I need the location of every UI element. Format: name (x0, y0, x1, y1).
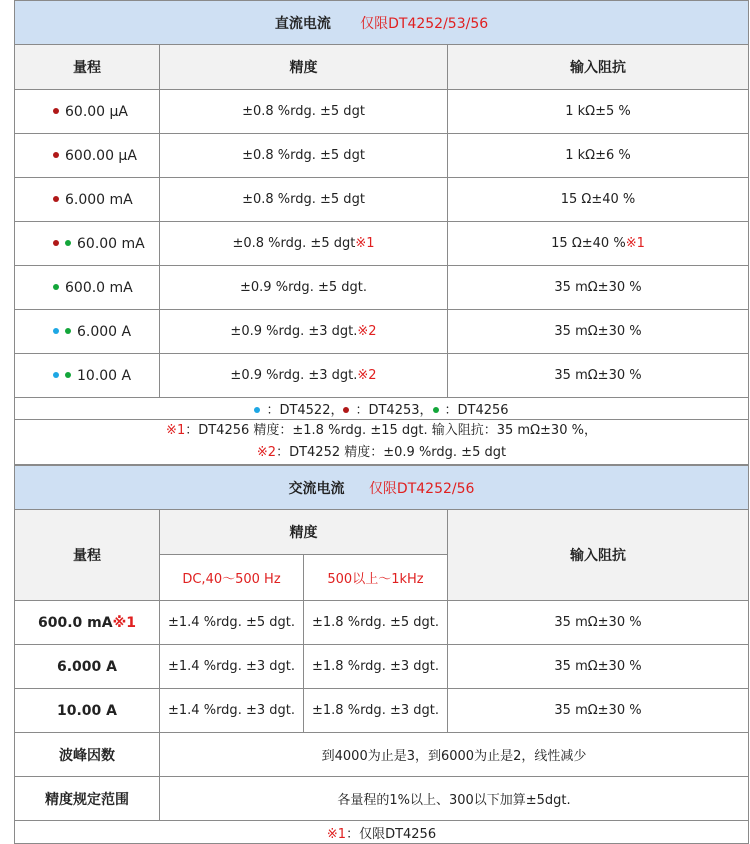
accuracy-value: ±0.8 %rdg. ±5 dgt (232, 236, 356, 251)
accuracy-band2-cell: ±1.8 %rdg. ±3 dgt. (304, 645, 448, 689)
legend-label: ：DT4256 (444, 403, 509, 418)
impedance-cell (448, 266, 749, 310)
accuracy-cell (160, 134, 448, 178)
accuracy-cell (160, 266, 448, 310)
impedance-cell (448, 178, 749, 222)
ac-current-table (14, 465, 749, 844)
table-row (15, 645, 749, 689)
accuracy-cell (160, 222, 448, 266)
blue-dot-icon (53, 328, 59, 334)
range-cell (15, 354, 160, 398)
accuracy-cell (160, 354, 448, 398)
range-value: 60.00 mA (77, 235, 145, 252)
ac-header-range: 量程 (15, 510, 160, 601)
impedance-value: 35 mΩ±30 % (554, 280, 642, 295)
dc-footnotes-row (15, 420, 749, 465)
range-value: 600.00 μA (65, 147, 137, 164)
table-row (15, 222, 749, 266)
range-value: 60.00 μA (65, 103, 129, 120)
dc-header-impedance: 输入阻抗 (448, 45, 749, 90)
accuracy-value: ±0.9 %rdg. ±3 dgt. (230, 368, 358, 383)
spec-range-label: 精度规定范围 (15, 777, 160, 821)
impedance-cell (448, 90, 749, 134)
accuracy-value: ±0.8 %rdg. ±5 dgt (242, 104, 365, 119)
dc-legend (15, 398, 749, 420)
red-dot-icon (53, 240, 59, 246)
accuracy-band1-cell: ±1.4 %rdg. ±3 dgt. (160, 689, 304, 733)
red-dot-icon (53, 152, 59, 158)
ac-model-note: 仅限DT4252/56 (368, 480, 475, 497)
footnote-mark: ※2 (256, 445, 277, 460)
footnote-text: ：仅限DT4256 (346, 826, 437, 842)
dc-model-note: 仅限DT4252/53/56 (360, 15, 489, 32)
range-value: 600.0 mA (65, 279, 133, 296)
blue-dot-icon (53, 372, 59, 378)
accuracy-value: ±0.8 %rdg. ±5 dgt (242, 148, 365, 163)
green-dot-icon (53, 284, 59, 290)
range-value: 6.000 A (57, 658, 117, 675)
green-dot-icon (65, 240, 71, 246)
impedance-value: 15 Ω±40 % (551, 236, 626, 251)
table-row (15, 689, 749, 733)
dc-title: 直流电流 (274, 15, 331, 32)
legend-label: ：DT4253， (355, 403, 433, 418)
footnote-text: ：DT4256 精度：±1.8 %rdg. ±15 dgt. 输入阻抗：35 mΩ±30 %， (185, 423, 597, 438)
range-cell (15, 645, 160, 689)
table-row (15, 178, 749, 222)
impedance-value: 1 kΩ±5 % (565, 104, 631, 119)
range-value: 10.00 A (57, 702, 117, 719)
green-dot-icon (433, 407, 439, 413)
dc-header-range: 量程 (15, 45, 160, 90)
green-dot-icon (65, 372, 71, 378)
accuracy-band2-cell: ±1.8 %rdg. ±5 dgt. (304, 601, 448, 645)
range-cell (15, 266, 160, 310)
dc-footnote-2 (15, 442, 748, 464)
impedance-cell (448, 310, 749, 354)
accuracy-band1-cell: ±1.4 %rdg. ±5 dgt. (160, 601, 304, 645)
table-row (15, 601, 749, 645)
impedance-value: 35 mΩ±30 % (554, 324, 642, 339)
accuracy-cell (160, 178, 448, 222)
accuracy-band1-cell: ±1.4 %rdg. ±3 dgt. (160, 645, 304, 689)
red-dot-icon (53, 196, 59, 202)
accuracy-band2-cell: ±1.8 %rdg. ±3 dgt. (304, 689, 448, 733)
table-row (15, 134, 749, 178)
ac-title: 交流电流 (288, 480, 345, 497)
table-row (15, 90, 749, 134)
accuracy-value: ±0.9 %rdg. ±5 dgt. (240, 280, 367, 295)
table-row (15, 310, 749, 354)
range-cell (15, 689, 160, 733)
footnote-mark: ※2 (357, 368, 377, 383)
range-value: 6.000 A (77, 323, 132, 340)
footnote-mark: ※1 (112, 614, 136, 631)
impedance-cell: 35 mΩ±30 % (448, 689, 749, 733)
crest-factor-value: 到4000为止是3，到6000为止是2，线性减少 (160, 733, 749, 777)
impedance-cell (448, 354, 749, 398)
ac-header-impedance: 输入阻抗 (448, 510, 749, 601)
ac-footnote-row (15, 821, 749, 844)
accuracy-cell (160, 90, 448, 134)
dc-current-table (14, 0, 749, 465)
ac-freq-band-1: DC,40～500 Hz (160, 555, 304, 601)
red-dot-icon (53, 108, 59, 114)
ac-crest-factor-row (15, 733, 749, 777)
footnote-mark: ※1 (355, 236, 375, 251)
crest-factor-label: 波峰因数 (15, 733, 160, 777)
spec-range-value: 各量程的1%以上、300以下加算±5dgt. (160, 777, 749, 821)
red-dot-icon (343, 407, 349, 413)
footnote-mark: ※2 (357, 324, 377, 339)
range-value: 6.000 mA (65, 191, 133, 208)
footnote-mark: ※1 (625, 236, 645, 251)
blue-dot-icon (254, 407, 260, 413)
impedance-cell: 35 mΩ±30 % (448, 645, 749, 689)
impedance-value: 15 Ω±40 % (560, 192, 636, 207)
legend-label: ：DT4522， (266, 403, 344, 418)
footnote-mark: ※1 (326, 826, 347, 842)
dc-section-header (15, 1, 749, 45)
range-cell (15, 178, 160, 222)
dc-column-headers (15, 45, 749, 90)
ac-spec-range-row (15, 777, 749, 821)
range-cell (15, 601, 160, 645)
accuracy-value: ±0.9 %rdg. ±3 dgt. (230, 324, 358, 339)
range-value: 600.0 mA (38, 614, 113, 631)
range-cell (15, 222, 160, 266)
range-cell (15, 134, 160, 178)
table-row (15, 354, 749, 398)
green-dot-icon (65, 328, 71, 334)
footnote-text: ：DT4252 精度：±0.9 %rdg. ±5 dgt (276, 445, 507, 460)
impedance-value: 1 kΩ±6 % (565, 148, 631, 163)
ac-section-header (15, 466, 749, 510)
impedance-cell: 35 mΩ±30 % (448, 601, 749, 645)
range-cell (15, 90, 160, 134)
table-row (15, 266, 749, 310)
ac-column-headers (15, 510, 749, 555)
accuracy-cell (160, 310, 448, 354)
dc-header-accuracy: 精度 (160, 45, 448, 90)
ac-freq-band-2: 500以上～1kHz (304, 555, 448, 601)
ac-header-accuracy: 精度 (160, 510, 448, 555)
impedance-cell (448, 134, 749, 178)
impedance-value: 35 mΩ±30 % (554, 368, 642, 383)
footnote-mark: ※1 (166, 423, 186, 438)
accuracy-value: ±0.8 %rdg. ±5 dgt (242, 192, 365, 207)
dc-footnote-1 (15, 420, 748, 442)
range-value: 10.00 A (77, 367, 132, 384)
impedance-cell (448, 222, 749, 266)
dc-legend-row (15, 398, 749, 420)
range-cell (15, 310, 160, 354)
